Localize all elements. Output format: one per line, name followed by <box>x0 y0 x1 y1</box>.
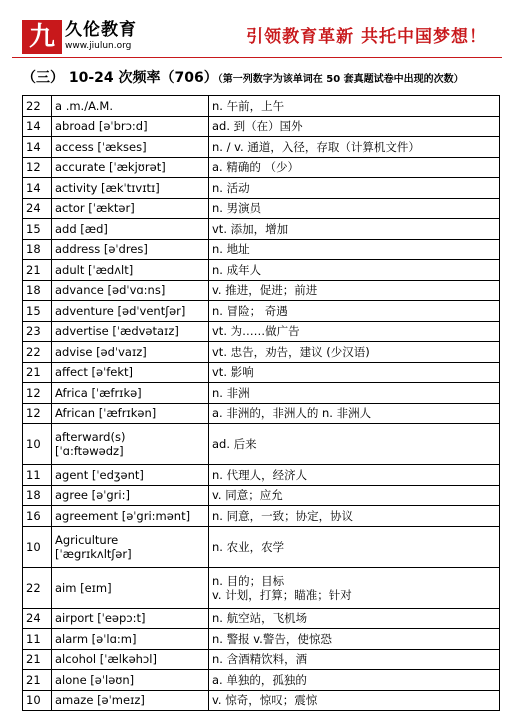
word-cell: adult [ˈædʌlt] <box>52 260 209 281</box>
meaning-cell: n. 农业，农学 <box>209 526 500 567</box>
word-cell: amaze [əˈmeɪz] <box>52 690 209 711</box>
word-cell: African [ˈæfrɪkən] <box>52 403 209 424</box>
table-row <box>23 649 500 670</box>
logo <box>22 20 62 54</box>
word-cell <box>52 424 209 465</box>
meaning-cell <box>209 567 500 608</box>
word-cell: advance [ədˈvɑ:ns] <box>52 280 209 301</box>
frequency-cell: 21 <box>23 362 52 383</box>
meaning-cell: n. 成年人 <box>209 260 500 281</box>
meaning-cell: v. 同意；应允 <box>209 485 500 506</box>
word-cell: adventure [ədˈventʃər] <box>52 301 209 322</box>
table-row <box>23 629 500 650</box>
table-row <box>23 321 500 342</box>
section-note: （第一列数字为该单词在 50 套真题试卷中出现的次数） <box>217 74 464 85</box>
meaning-cell: a. 精确的 （少） <box>209 157 500 178</box>
table-row <box>23 362 500 383</box>
word-cell: advertise [ˈædvətaɪz] <box>52 321 209 342</box>
meaning-cell: n. 男演员 <box>209 198 500 219</box>
meaning-cell: v. 推进，促进；前进 <box>209 280 500 301</box>
word-cell: alarm [əˈlɑ:m] <box>52 629 209 650</box>
frequency-cell: 22 <box>23 567 52 608</box>
frequency-cell: 12 <box>23 383 52 404</box>
cell-line: v. 计划，打算；瞄准；针对 <box>212 587 352 602</box>
word-cell: airport [ˈeəpɔ:t] <box>52 608 209 629</box>
word-cell: aim [eɪm] <box>52 567 209 608</box>
section-title <box>22 67 464 89</box>
word-cell: affect [əˈfekt] <box>52 362 209 383</box>
logo-mark-icon: 九 <box>28 22 55 52</box>
frequency-cell: 15 <box>23 301 52 322</box>
word-cell: advise [ədˈvaɪz] <box>52 342 209 363</box>
frequency-cell: 14 <box>23 137 52 158</box>
cell-line: n. 目的；目标 <box>212 573 285 588</box>
frequency-cell: 10 <box>23 690 52 711</box>
word-cell: accurate [ˈækjʊrət] <box>52 157 209 178</box>
table-row <box>23 342 500 363</box>
logo-url: www.jiulun.org <box>65 41 132 51</box>
table-row <box>23 526 500 567</box>
word-cell: agreement [əˈgri:mənt] <box>52 506 209 527</box>
frequency-cell: 18 <box>23 239 52 260</box>
frequency-cell: 22 <box>23 342 52 363</box>
table-row <box>23 239 500 260</box>
frequency-cell: 10 <box>23 424 52 465</box>
frequency-cell: 21 <box>23 649 52 670</box>
table-row <box>23 690 500 711</box>
table-row <box>23 403 500 424</box>
word-cell: alcohol [ˈælkəhɔl] <box>52 649 209 670</box>
frequency-cell: 21 <box>23 670 52 691</box>
cell-line: [ˈɑ:ftəwədz] <box>55 444 124 458</box>
meaning-cell: n. / v. 通道，入径，存取（计算机文件） <box>209 137 500 158</box>
table-row <box>23 301 500 322</box>
meaning-cell: n. 非洲 <box>209 383 500 404</box>
vocabulary-table <box>22 95 500 711</box>
table-row <box>23 96 500 117</box>
page-header <box>0 0 515 58</box>
meaning-cell: vt. 影响 <box>209 362 500 383</box>
meaning-cell: ad. 后来 <box>209 424 500 465</box>
meaning-cell: a. 单独的，孤独的 <box>209 670 500 691</box>
table-row <box>23 567 500 608</box>
section-title-text: （三） 10-24 次频率（706） <box>22 70 218 86</box>
cell-line: Agriculture <box>55 532 119 547</box>
meaning-cell: a. 非洲的，非洲人的 n. 非洲人 <box>209 403 500 424</box>
word-cell: actor [ˈæktər] <box>52 198 209 219</box>
meaning-cell: n. 地址 <box>209 239 500 260</box>
table-row <box>23 485 500 506</box>
frequency-cell: 11 <box>23 465 52 486</box>
table-row <box>23 116 500 137</box>
cell-line: [ˈægrɪkʌltʃər] <box>55 546 132 561</box>
frequency-cell: 22 <box>23 96 52 117</box>
table-row <box>23 157 500 178</box>
word-cell: add [æd] <box>52 219 209 240</box>
frequency-cell: 21 <box>23 260 52 281</box>
table-row <box>23 219 500 240</box>
meaning-cell: n. 活动 <box>209 178 500 199</box>
header-divider <box>12 57 502 58</box>
meaning-cell: n. 同意，一致；协定，协议 <box>209 506 500 527</box>
table-row <box>23 178 500 199</box>
word-cell: agent [ˈedʒənt] <box>52 465 209 486</box>
frequency-cell: 16 <box>23 506 52 527</box>
meaning-cell: ad. 到（在）国外 <box>209 116 500 137</box>
frequency-cell: 18 <box>23 485 52 506</box>
meaning-cell: n. 含酒精饮料，酒 <box>209 649 500 670</box>
table-row <box>23 670 500 691</box>
word-cell: a .m./A.M. <box>52 96 209 117</box>
logo-name: 久伦教育 <box>65 20 137 40</box>
table-row <box>23 506 500 527</box>
word-cell: alone [əˈləʊn] <box>52 670 209 691</box>
frequency-cell: 24 <box>23 608 52 629</box>
meaning-cell: vt. 添加，增加 <box>209 219 500 240</box>
meaning-cell: n. 代理人，经济人 <box>209 465 500 486</box>
table-row <box>23 137 500 158</box>
meaning-cell: v. 惊奇，惊叹；震惊 <box>209 690 500 711</box>
meaning-cell: vt. 为……做广告 <box>209 321 500 342</box>
table-row <box>23 424 500 465</box>
frequency-cell: 15 <box>23 219 52 240</box>
frequency-cell: 23 <box>23 321 52 342</box>
meaning-cell: n. 警报 v.警告，使惊恐 <box>209 629 500 650</box>
table-row <box>23 608 500 629</box>
word-cell: Africa [ˈæfrɪkə] <box>52 383 209 404</box>
word-cell: access [ˈækses] <box>52 137 209 158</box>
frequency-cell: 14 <box>23 178 52 199</box>
word-cell: agree [əˈgri:] <box>52 485 209 506</box>
word-cell: activity [ækˈtɪvɪtɪ] <box>52 178 209 199</box>
meaning-cell: vt. 忠告，劝告，建议 (少汉语) <box>209 342 500 363</box>
meaning-cell: n. 航空站，飞机场 <box>209 608 500 629</box>
vocabulary-table-body <box>23 96 500 711</box>
frequency-cell: 18 <box>23 280 52 301</box>
cell-line: afterward(s) <box>55 430 126 444</box>
frequency-cell: 24 <box>23 198 52 219</box>
table-row <box>23 383 500 404</box>
table-row <box>23 280 500 301</box>
table-row <box>23 198 500 219</box>
slogan: 引领教育革新 共托中国梦想！ <box>246 27 487 47</box>
meaning-cell: n. 冒险； 奇遇 <box>209 301 500 322</box>
word-cell <box>52 526 209 567</box>
word-cell: abroad [əˈbrɔ:d] <box>52 116 209 137</box>
frequency-cell: 14 <box>23 116 52 137</box>
meaning-cell: n. 午前，上午 <box>209 96 500 117</box>
frequency-cell: 11 <box>23 629 52 650</box>
frequency-cell: 12 <box>23 403 52 424</box>
table-row <box>23 260 500 281</box>
word-cell: address [əˈdres] <box>52 239 209 260</box>
frequency-cell: 10 <box>23 526 52 567</box>
frequency-cell: 12 <box>23 157 52 178</box>
table-row <box>23 465 500 486</box>
